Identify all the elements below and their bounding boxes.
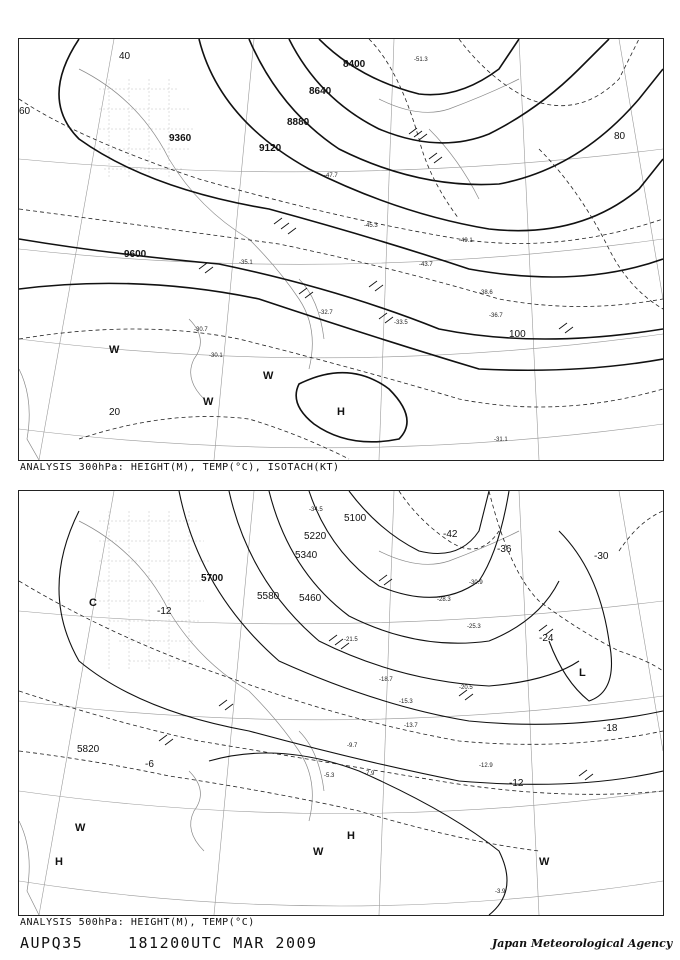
height-contours: [59, 491, 663, 915]
temp-label: -13.7: [404, 723, 418, 729]
height-contours: [19, 39, 663, 442]
temp-label: -28.3: [437, 597, 451, 603]
agency-name: Japan Meteorological Agency: [492, 937, 673, 950]
isotach-label-40: 40: [119, 51, 131, 62]
temp-label: -18.7: [379, 677, 393, 683]
temp-label: -7.9: [364, 771, 375, 777]
isotherm-label-m6: -6: [145, 759, 154, 770]
isotach-label-20: 20: [109, 407, 121, 418]
height-label-5580: 5580: [257, 591, 280, 602]
height-label-5100: 5100: [344, 513, 367, 524]
isotach-label-60: 60: [19, 106, 31, 117]
temp-label: -32.7: [319, 310, 333, 316]
chart-300hpa-caption: ANALYSIS 300hPa: HEIGHT(M), TEMP(°C), ISOTACH(KT): [20, 462, 340, 473]
chart-code: AUPQ35: [20, 934, 84, 952]
temp-label: -3.9: [495, 889, 506, 895]
temp-label: -33.5: [394, 320, 408, 326]
temp-label: -15.3: [399, 699, 413, 705]
height-label-5340: 5340: [295, 550, 318, 561]
isotherm-label-m18: -18: [603, 723, 618, 734]
low-center: L: [579, 667, 586, 679]
temp-label: -49.1: [459, 238, 473, 244]
height-label-8640: 8640: [309, 86, 332, 97]
latlon-grid: [19, 39, 663, 460]
hatch-area: [99, 511, 209, 671]
latlon-grid: [19, 491, 663, 915]
temp-label: -25.3: [467, 624, 481, 630]
coastline: [19, 521, 519, 915]
warm-center: W: [263, 370, 274, 382]
temp-label: -9.7: [347, 743, 358, 749]
isotherm-label-m36: -36: [497, 544, 512, 555]
warm-center: W: [109, 344, 120, 356]
coastline: [19, 69, 519, 460]
warm-center: W: [313, 846, 324, 858]
temp-labels: [309, 507, 506, 895]
temp-label: -47.7: [324, 173, 338, 179]
high-center: H: [55, 856, 63, 868]
isotach-contours: [19, 39, 663, 459]
isotherm-label-m24: -24: [539, 633, 554, 644]
pressure-centers: [109, 344, 345, 418]
temp-labels: [194, 57, 508, 443]
temp-label: -35.1: [239, 260, 253, 266]
height-label-5460: 5460: [299, 593, 322, 604]
temp-label: -36.7: [489, 313, 503, 319]
height-label-9360: 9360: [169, 133, 192, 144]
cold-center: C: [89, 597, 97, 609]
high-center: H: [347, 830, 355, 842]
temp-label: -20.5: [459, 685, 473, 691]
height-label-5220: 5220: [304, 531, 327, 542]
isotherm-label-m42: -42: [443, 529, 458, 540]
warm-center: W: [203, 396, 214, 408]
temp-label: -38.6: [479, 290, 493, 296]
temp-label: -30.1: [209, 353, 223, 359]
temp-label: -30.9: [469, 580, 483, 586]
hatch-area: [99, 79, 194, 179]
isotherm-label-m12: -12: [157, 606, 172, 617]
isotach-label-100: 100: [509, 329, 526, 340]
isotach-label-80: 80: [614, 131, 626, 142]
chart-500hpa: [18, 490, 664, 916]
chart-500hpa-map: [19, 491, 663, 915]
chart-300hpa: [18, 38, 664, 461]
height-label-9120: 9120: [259, 143, 282, 154]
temp-label: -43.7: [419, 262, 433, 268]
height-label-8400: 8400: [343, 59, 366, 70]
temp-label: -21.5: [344, 637, 358, 643]
chart-300hpa-map: [19, 39, 663, 460]
chart-500hpa-caption: ANALYSIS 500hPa: HEIGHT(M), TEMP(°C): [20, 917, 255, 928]
temp-label: -45.3: [364, 223, 378, 229]
isotherm-label-m30: -30: [594, 551, 609, 562]
height-label-5700: 5700: [201, 573, 224, 584]
isotherm-label-m12: -12: [509, 778, 524, 789]
isotherm-labels: [145, 529, 618, 789]
temp-label: -5.3: [324, 773, 335, 779]
warm-center: W: [539, 856, 550, 868]
temp-label: -51.3: [414, 57, 428, 63]
temp-label: -30.7: [194, 327, 208, 333]
valid-time: 181200UTC MAR 2009: [128, 934, 318, 952]
temp-label: -34.5: [309, 507, 323, 513]
warm-center: W: [75, 822, 86, 834]
height-label-9600: 9600: [124, 249, 147, 260]
temp-label: -31.1: [494, 437, 508, 443]
height-label-8880: 8880: [287, 117, 310, 128]
high-center: H: [337, 406, 345, 418]
pressure-centers: [55, 597, 586, 868]
temp-label: -12.9: [479, 763, 493, 769]
isotherm-contours: [19, 491, 663, 851]
height-label-5820: 5820: [77, 744, 100, 755]
